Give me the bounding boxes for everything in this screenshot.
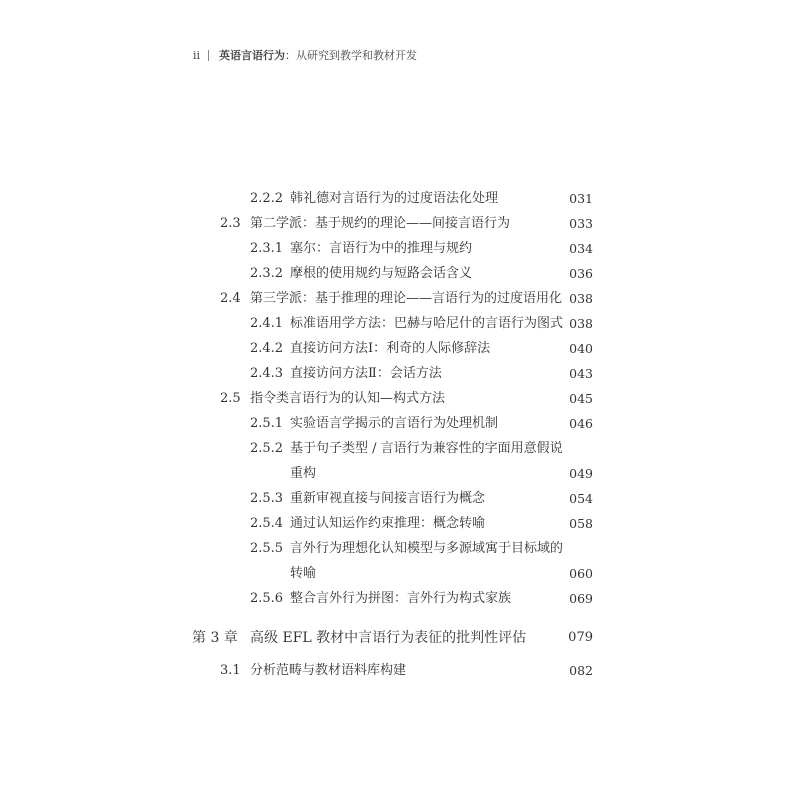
page-ref: 046 [569, 416, 593, 431]
page-ref: 045 [569, 391, 593, 406]
toc-entry[interactable] [0, 238, 800, 260]
section-number: 2.5 [220, 391, 241, 406]
toc-entry[interactable] [0, 263, 800, 285]
section-number: 2.5.3 [250, 491, 284, 506]
section-number: 2.4.1 [250, 316, 284, 331]
header-divider [208, 50, 209, 61]
section-title: 分析范畴与教材语料库构建 [250, 663, 407, 678]
section-title: 指令类言语行为的认知—构式方法 [250, 391, 446, 406]
book-subtitle: ：从研究到教学和教材开发 [285, 49, 418, 62]
section-title: 高级 EFL 教材中言语行为表征的批判性评估 [250, 630, 527, 646]
section-number: 2.4 [220, 291, 241, 306]
toc-entry[interactable] [0, 588, 800, 610]
section-title: 转喻 [290, 566, 317, 581]
toc-entry[interactable] [0, 660, 800, 682]
page-ref: 038 [569, 316, 593, 331]
section-number: 2.5.6 [250, 591, 284, 606]
running-head [193, 47, 417, 63]
toc-entry[interactable] [0, 563, 800, 585]
page-ref: 054 [569, 491, 593, 506]
book-title: 英语言语行为 [219, 49, 286, 62]
section-title: 第二学派：基于规约的理论——间接言语行为 [250, 216, 511, 231]
section-title: 重构 [290, 466, 317, 481]
page-ref: 036 [569, 266, 593, 281]
toc-entry[interactable] [0, 388, 800, 410]
section-title: 整合言外行为拼图：言外行为构式家族 [290, 591, 512, 606]
section-number: 2.5.1 [250, 416, 284, 431]
toc-entry[interactable] [0, 313, 800, 335]
page-ref: 049 [569, 466, 593, 481]
section-title: 基于句子类型 / 言语行为兼容性的字面用意假说 [290, 441, 563, 456]
section-title: 言外行为理想化认知模型与多源域寓于目标域的 [290, 541, 564, 556]
toc-chapter-entry[interactable] [0, 627, 800, 649]
section-number: 2.4.2 [250, 341, 284, 356]
toc-entry[interactable] [0, 363, 800, 385]
page-ref: 043 [569, 366, 593, 381]
section-number: 3.1 [220, 663, 241, 678]
section-title: 韩礼德对言语行为的过度语法化处理 [290, 191, 499, 206]
page-ref: 033 [569, 216, 593, 231]
section-title: 标准语用学方法：巴赫与哈尼什的言语行为图式 [290, 316, 564, 331]
section-number: 2.3 [220, 216, 241, 231]
section-number: 2.5.4 [250, 516, 284, 531]
page-number: ii [193, 48, 201, 62]
section-number: 第 3 章 [192, 630, 238, 646]
section-number: 2.2.2 [250, 191, 284, 206]
section-title: 直接访问方法Ⅱ：会话方法 [290, 366, 442, 381]
toc-entry[interactable] [0, 188, 800, 210]
page-ref: 038 [569, 291, 593, 306]
page-ref: 058 [569, 516, 593, 531]
section-number: 2.5.5 [250, 541, 284, 556]
toc-entry[interactable] [0, 338, 800, 360]
toc-entry[interactable] [0, 538, 800, 560]
section-title: 通过认知运作约束推理：概念转喻 [290, 516, 486, 531]
page-ref: 040 [569, 341, 593, 356]
page-ref: 031 [569, 191, 593, 206]
page-ref: 079 [568, 630, 593, 645]
page-ref: 082 [569, 663, 593, 678]
section-title: 第三学派：基于推理的理论——言语行为的过度语用化 [250, 291, 563, 306]
section-title: 摩根的使用规约与短路会话含义 [290, 266, 473, 281]
page-ref: 034 [569, 241, 593, 256]
section-title: 实验语言学揭示的言语行为处理机制 [290, 416, 499, 431]
section-number: 2.5.2 [250, 441, 284, 456]
toc-entry[interactable] [0, 438, 800, 460]
section-title: 重新审视直接与间接言语行为概念 [290, 491, 486, 506]
toc-entry[interactable] [0, 463, 800, 485]
section-title: 塞尔：言语行为中的推理与规约 [290, 241, 473, 256]
toc-entry[interactable] [0, 488, 800, 510]
section-number: 2.4.3 [250, 366, 284, 381]
section-number: 2.3.1 [250, 241, 284, 256]
toc-entry[interactable] [0, 213, 800, 235]
toc-entry[interactable] [0, 413, 800, 435]
toc-entry[interactable] [0, 288, 800, 310]
section-number: 2.3.2 [250, 266, 284, 281]
page-ref: 060 [569, 566, 593, 581]
section-title: 直接访问方法Ⅰ：利奇的人际修辞法 [290, 341, 491, 356]
toc-entry[interactable] [0, 513, 800, 535]
page-ref: 069 [569, 591, 593, 606]
